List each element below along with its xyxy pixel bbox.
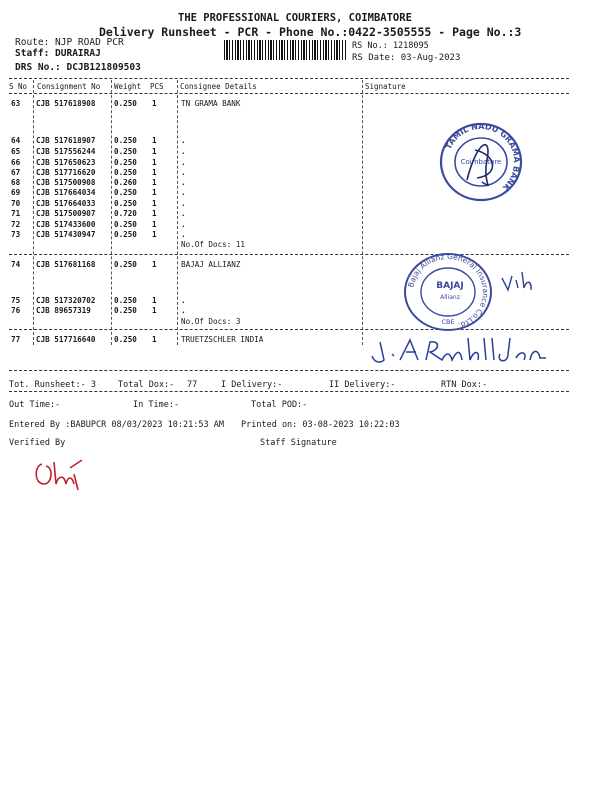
rs-number: RS No.: 1218095: [352, 41, 429, 51]
drs-number: DRS No.: DCJB121809503: [15, 62, 141, 73]
pcs: 1: [152, 230, 157, 239]
consignment-no: CJB 517650623: [36, 158, 96, 167]
pcs: 1: [152, 188, 157, 197]
consignment-no: CJB 517556244: [36, 147, 96, 156]
weight: 0.250: [114, 158, 137, 167]
out-time: Out Time:-: [9, 400, 61, 410]
weight: 0.250: [114, 147, 137, 156]
handwritten-signature: [370, 334, 556, 368]
weight: 0.250: [114, 306, 137, 315]
consignee-name: TRUETZSCHLER INDIA: [181, 335, 264, 344]
divider: [9, 78, 569, 79]
stamp-logo-text: BAJAJ: [436, 281, 464, 291]
pcs: 1: [152, 147, 157, 156]
pcs: 1: [152, 209, 157, 218]
consignee-dot: .: [181, 209, 186, 218]
weight: 0.250: [114, 199, 137, 208]
total-pod: Total POD:-: [251, 400, 308, 410]
total-dox-value: 77: [187, 380, 198, 390]
in-time: In Time:-: [133, 400, 180, 410]
docs-count: No.Of Docs: 11: [181, 240, 246, 249]
stamp-ring-text: TAMIL NADU GRAMA BANK: [443, 121, 522, 193]
consignment-no: CJB 517664034: [36, 188, 96, 197]
docs-count: No.Of Docs: 3: [181, 317, 241, 326]
column-rule: [177, 80, 178, 345]
pcs: 1: [152, 260, 157, 269]
col-consignee: Consignee Details: [180, 82, 257, 91]
consignee-dot: .: [181, 158, 186, 167]
col-consignment: Consignment No: [37, 82, 101, 91]
consignee-dot: .: [181, 178, 186, 187]
consignment-no: CJB 517618907: [36, 136, 96, 145]
pcs: 1: [152, 306, 157, 315]
sno: 69: [11, 188, 21, 197]
column-rule: [111, 80, 112, 345]
consignment-no: CJB 517500907: [36, 209, 96, 218]
company-name: THE PROFESSIONAL COURIERS, COIMBATORE: [178, 12, 412, 24]
consignment-no: CJB 517618908: [36, 99, 96, 108]
stamp-ring-text: Bajaj Allianz General Insurance Co.Ltd.: [406, 252, 491, 331]
total-dox-label: Total Dox:-: [118, 380, 175, 390]
staff: Staff: DURAIRAJ: [15, 48, 101, 59]
sno: 76: [11, 306, 21, 315]
pcs: 1: [152, 220, 157, 229]
col-pcs: PCS: [150, 82, 164, 91]
consignment-no: CJB 517681168: [36, 260, 96, 269]
consignment-no: CJB 517433600: [36, 220, 96, 229]
pcs: 1: [152, 199, 157, 208]
verifier-initials: [30, 454, 86, 494]
consignee-dot: .: [181, 136, 186, 145]
consignment-no: CJB 517320702: [36, 296, 96, 305]
col-sno: S No: [9, 82, 28, 91]
consignee-dot: .: [181, 230, 186, 239]
consignment-no: CJB 517430947: [36, 230, 96, 239]
sno: 75: [11, 296, 21, 305]
consignee-dot: .: [181, 296, 186, 305]
stamp-city-text: CBE: [441, 318, 455, 326]
staff-signature: Staff Signature: [260, 438, 337, 448]
consignment-no: CJB 89657319: [36, 306, 91, 315]
weight: 0.720: [114, 209, 137, 218]
pcs: 1: [152, 99, 157, 108]
rs-date: RS Date: 03-Aug-2023: [352, 53, 461, 63]
sno: 67: [11, 168, 21, 177]
sno: 74: [11, 260, 21, 269]
sno: 70: [11, 199, 21, 208]
divider: [9, 93, 569, 94]
sno: 77: [11, 335, 21, 344]
sno: 71: [11, 209, 21, 218]
weight: 0.250: [114, 335, 137, 344]
sno: 72: [11, 220, 21, 229]
weight: 0.250: [114, 230, 137, 239]
weight: 0.260: [114, 178, 137, 187]
initials-signature: [498, 268, 538, 298]
weight: 0.250: [114, 99, 137, 108]
stamp-sub-text: Allianz: [440, 294, 460, 301]
sno: 66: [11, 158, 21, 167]
printed-on: Printed on: 03-08-2023 10:22:03: [241, 420, 400, 430]
i-delivery: I Delivery:-: [221, 380, 283, 390]
bajaj-allianz-stamp: [402, 252, 494, 332]
pcs: 1: [152, 136, 157, 145]
rtn-dox: RTN Dox:-: [441, 380, 488, 390]
divider: [9, 370, 569, 371]
consignment-no: CJB 517716620: [36, 168, 96, 177]
entered-by: Entered By :BABUPCR 08/03/2023 10:21:53 AM: [9, 420, 224, 430]
ii-delivery: II Delivery:-: [329, 380, 396, 390]
sno: 73: [11, 230, 21, 239]
consignment-no: CJB 517500908: [36, 178, 96, 187]
total-runsheet: Tot. Runsheet:- 3: [9, 380, 96, 390]
weight: 0.250: [114, 220, 137, 229]
column-rule: [33, 80, 34, 345]
column-rule: [362, 80, 363, 345]
pcs: 1: [152, 335, 157, 344]
weight: 0.250: [114, 168, 137, 177]
sno: 65: [11, 147, 21, 156]
consignee-dot: .: [181, 220, 186, 229]
verified-by: Verified By: [9, 438, 66, 448]
consignee-name: BAJAJ ALLIANZ: [181, 260, 241, 269]
weight: 0.250: [114, 260, 137, 269]
consignee-name: TN GRAMA BANK: [181, 99, 241, 108]
runsheet-title: Delivery Runsheet - PCR - Phone No.:0422-3505555 - Page No.:3: [99, 25, 522, 39]
consignee-dot: .: [181, 199, 186, 208]
pcs: 1: [152, 168, 157, 177]
consignee-dot: .: [181, 168, 186, 177]
divider: [9, 391, 569, 392]
barcode: [224, 40, 346, 60]
col-weight: Weight: [114, 82, 142, 91]
weight: 0.250: [114, 296, 137, 305]
weight: 0.250: [114, 188, 137, 197]
pcs: 1: [152, 178, 157, 187]
col-signature: Signature: [365, 82, 406, 91]
sno: 68: [11, 178, 21, 187]
route: Route: NJP ROAD PCR: [15, 37, 124, 48]
sno: 63: [11, 99, 21, 108]
sno: 64: [11, 136, 21, 145]
consignment-no: CJB 517664033: [36, 199, 96, 208]
consignee-dot: .: [181, 306, 186, 315]
stamp-inner-text: Coimbatore: [460, 158, 502, 166]
pcs: 1: [152, 158, 157, 167]
weight: 0.250: [114, 136, 137, 145]
consignment-no: CJB 517716640: [36, 335, 96, 344]
pcs: 1: [152, 296, 157, 305]
consignee-dot: .: [181, 147, 186, 156]
consignee-dot: .: [181, 188, 186, 197]
tn-grama-bank-stamp: [437, 120, 525, 204]
